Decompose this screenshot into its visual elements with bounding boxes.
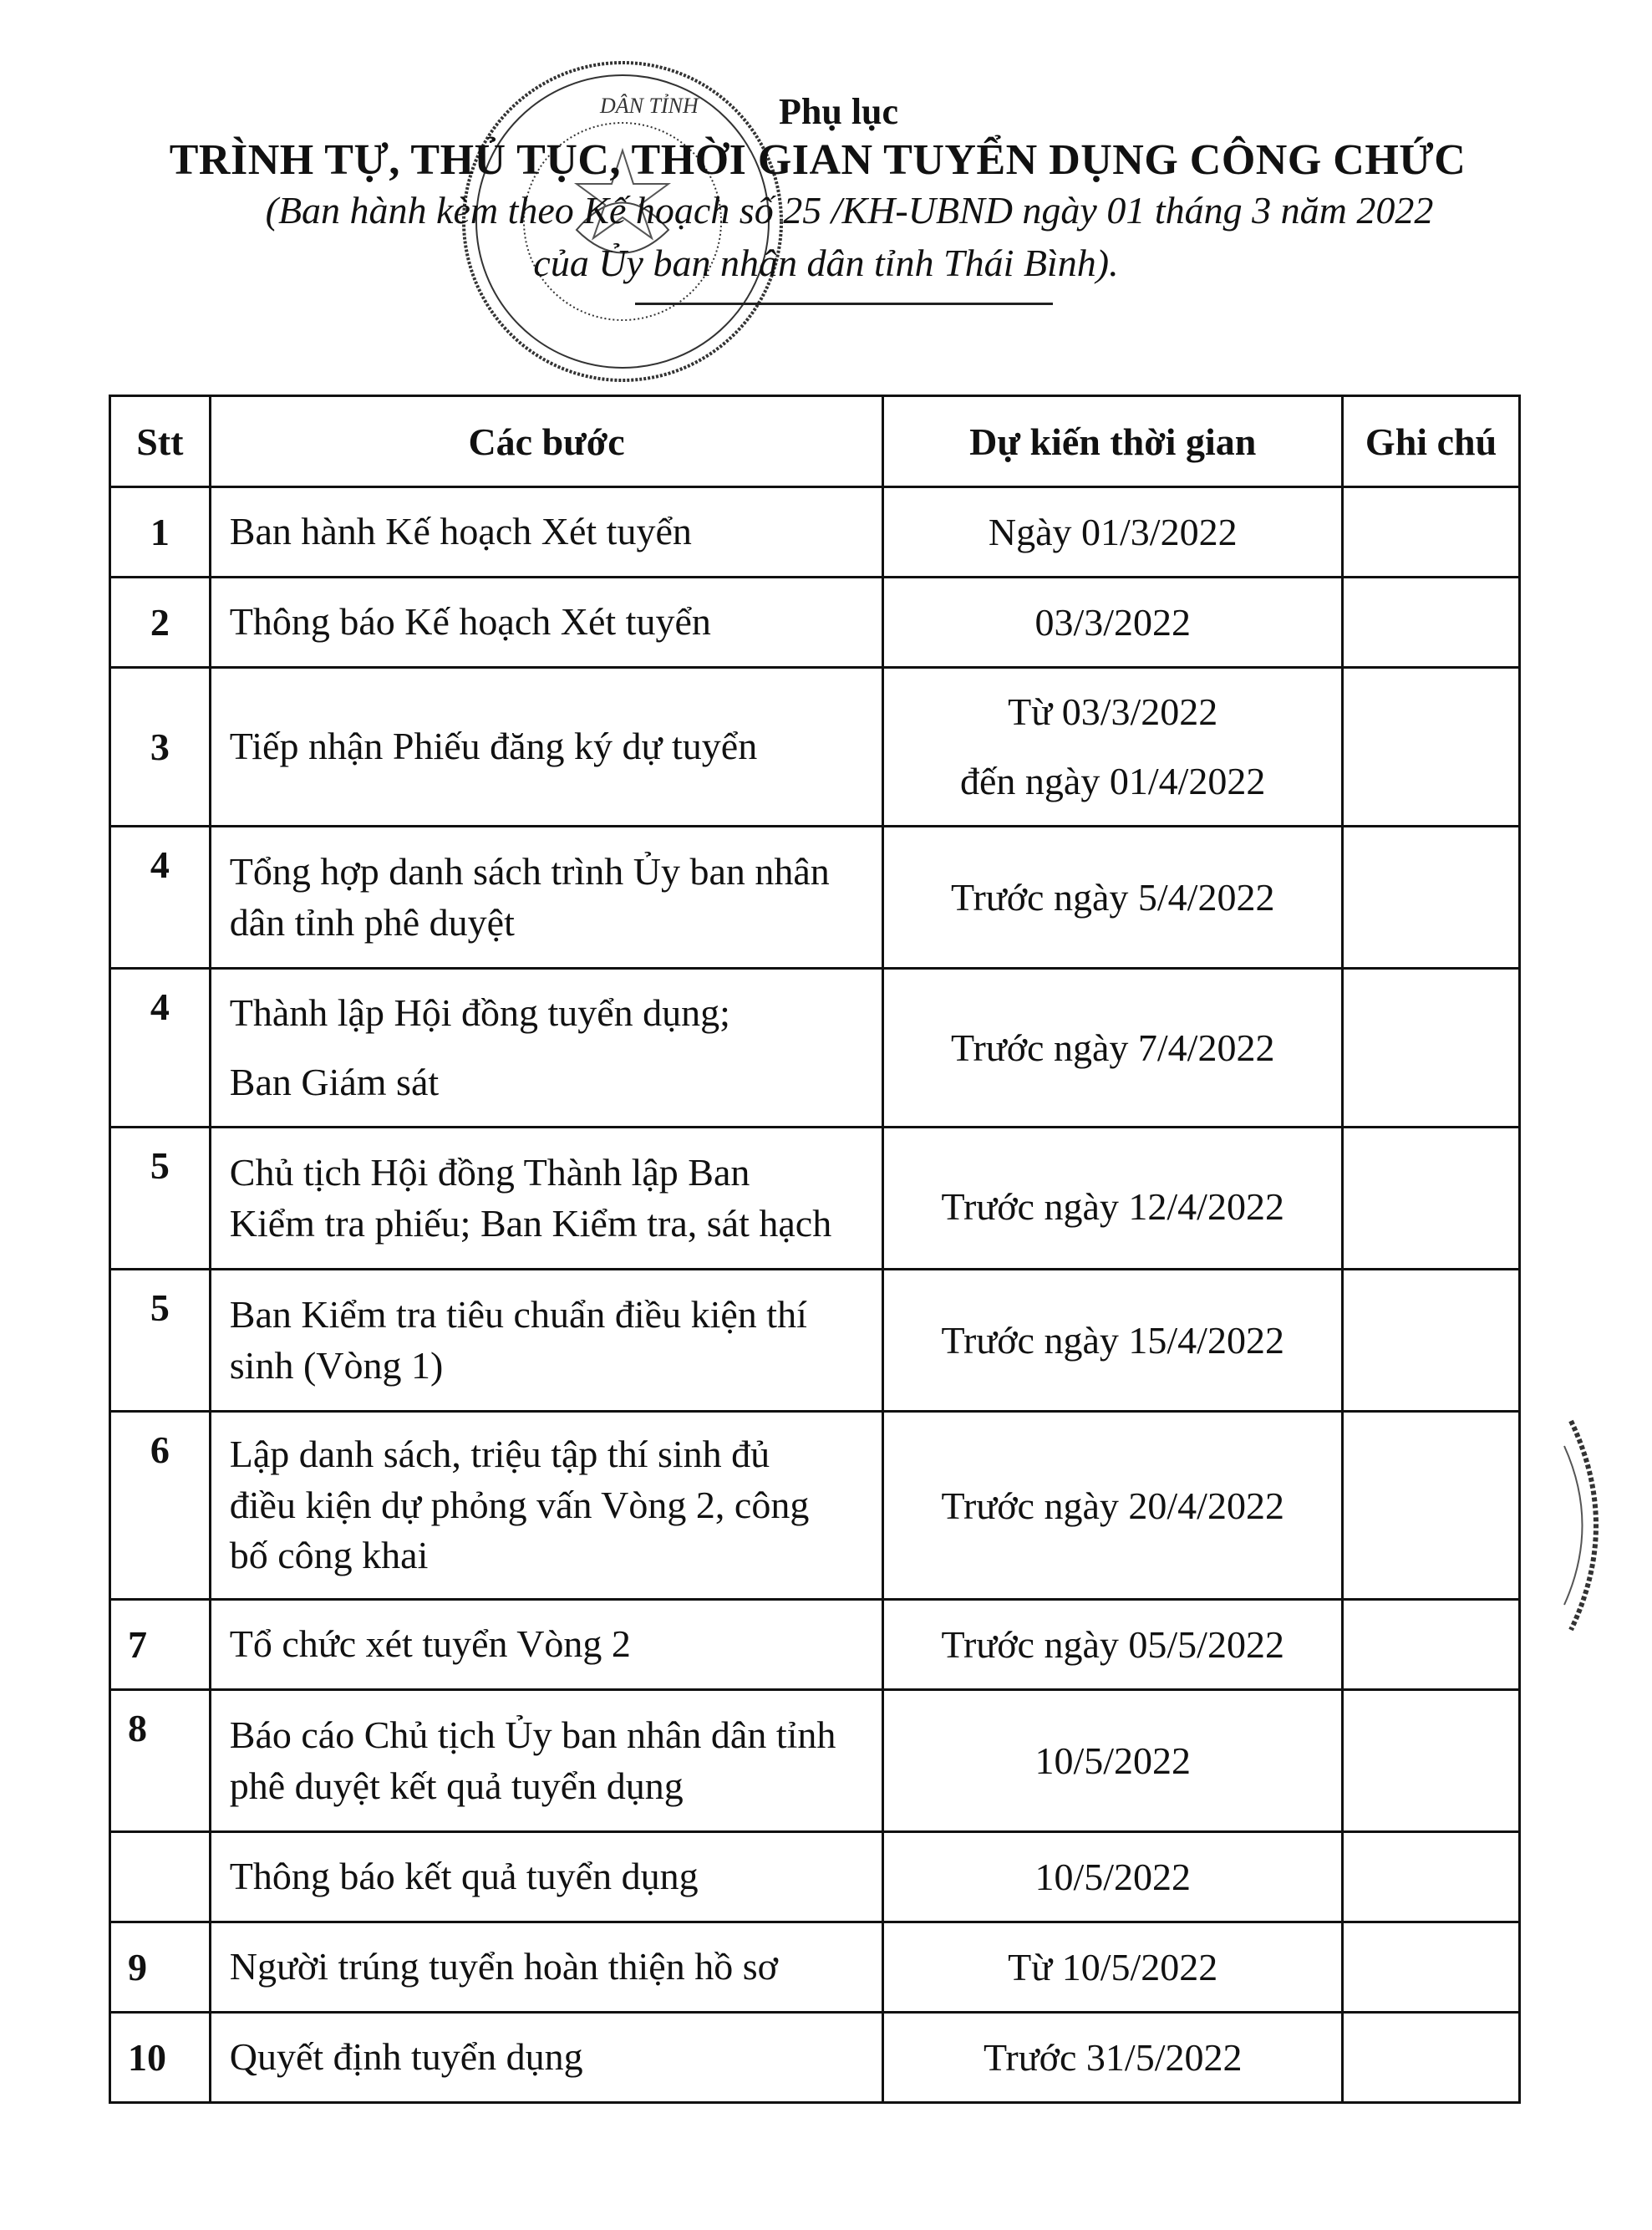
row-note xyxy=(1343,668,1520,827)
row-stt: 2 xyxy=(110,578,211,668)
row-step-line1: Báo cáo Chủ tịch Ủy ban nhân dân tỉnh xyxy=(229,1713,836,1756)
row-step: Người trúng tuyển hoàn thiện hồ sơ xyxy=(210,1922,883,2013)
table-row xyxy=(110,668,1520,827)
row-step xyxy=(210,1128,883,1270)
row-step-line3: bố công khai xyxy=(229,1534,429,1577)
edge-seal-stamp xyxy=(1563,1413,1621,1638)
row-step-line1: Tổng hợp danh sách trình Ủy ban nhân xyxy=(229,849,830,893)
subtitle-underline xyxy=(635,303,1053,305)
row-note xyxy=(1343,1600,1520,1690)
table-row xyxy=(110,2013,1520,2103)
recruitment-schedule-table xyxy=(109,395,1521,2104)
row-stt xyxy=(110,1832,211,1922)
table-row xyxy=(110,969,1520,1128)
row-time: 10/5/2022 xyxy=(883,1832,1343,1922)
row-note xyxy=(1343,578,1520,668)
row-step-line2: điều kiện dự phỏng vấn Vòng 2, công xyxy=(229,1483,810,1526)
row-note xyxy=(1343,487,1520,578)
row-time-line2: đến ngày 01/4/2022 xyxy=(960,759,1266,802)
row-note xyxy=(1343,827,1520,969)
row-note xyxy=(1343,1412,1520,1600)
row-step xyxy=(210,1690,883,1832)
table-row xyxy=(110,1412,1520,1600)
row-time: Trước ngày 15/4/2022 xyxy=(883,1270,1343,1412)
table-row xyxy=(110,1600,1520,1690)
row-stt: 1 xyxy=(110,487,211,578)
row-step-line1: Ban Kiểm tra tiêu chuẩn điều kiện thí xyxy=(229,1292,807,1336)
row-step-line2: dân tỉnh phê duyệt xyxy=(229,900,515,944)
table-row xyxy=(110,827,1520,969)
row-stt: 3 xyxy=(110,668,211,827)
row-time xyxy=(883,668,1343,827)
row-step xyxy=(210,1412,883,1600)
row-note xyxy=(1343,1832,1520,1922)
appendix-label: Phụ lục xyxy=(779,91,899,132)
row-note xyxy=(1343,2013,1520,2103)
header-time: Dự kiến thời gian xyxy=(883,396,1343,487)
row-note xyxy=(1343,1128,1520,1270)
row-time: Trước ngày 7/4/2022 xyxy=(883,969,1343,1128)
row-time: 03/3/2022 xyxy=(883,578,1343,668)
row-time: Trước 31/5/2022 xyxy=(883,2013,1343,2103)
document-title: TRÌNH TỰ, THỦ TỤC, THỜI GIAN TUYỂN DỤNG CÔNG CHỨC xyxy=(169,136,1466,184)
row-note xyxy=(1343,1690,1520,1832)
row-note xyxy=(1343,1270,1520,1412)
row-stt: 8 xyxy=(110,1690,211,1832)
table-row xyxy=(110,1128,1520,1270)
row-step: Quyết định tuyển dụng xyxy=(210,2013,883,2103)
row-time-line1: Từ 03/3/2022 xyxy=(1008,690,1218,733)
row-time: Trước ngày 12/4/2022 xyxy=(883,1128,1343,1270)
row-step-line1: Thành lập Hội đồng tuyển dụng; xyxy=(229,990,730,1034)
row-time: Trước ngày 05/5/2022 xyxy=(883,1600,1343,1690)
row-stt: 9 xyxy=(110,1922,211,2013)
row-step: Tiếp nhận Phiếu đăng ký dự tuyển xyxy=(210,668,883,827)
row-stt: 5 xyxy=(110,1128,211,1270)
row-stt: 7 xyxy=(110,1600,211,1690)
table-row xyxy=(110,1922,1520,2013)
row-step xyxy=(210,969,883,1128)
row-step xyxy=(210,827,883,969)
row-time: Trước ngày 5/4/2022 xyxy=(883,827,1343,969)
table-row xyxy=(110,487,1520,578)
header-steps: Các bước xyxy=(210,396,883,487)
row-step: Thông báo kết quả tuyển dụng xyxy=(210,1832,883,1922)
row-step-line2: phê duyệt kết quả tuyển dụng xyxy=(229,1764,684,1807)
row-step: Tổ chức xét tuyển Vòng 2 xyxy=(210,1600,883,1690)
header-stt: Stt xyxy=(110,396,211,487)
row-step: Ban hành Kế hoạch Xét tuyển xyxy=(210,487,883,578)
row-step-line2: Ban Giám sát xyxy=(229,1060,440,1103)
row-step-line1: Chủ tịch Hội đồng Thành lập Ban xyxy=(229,1150,750,1194)
row-time: Từ 10/5/2022 xyxy=(883,1922,1343,2013)
table-row xyxy=(110,578,1520,668)
svg-text:DÂN TỈNH: DÂN TỈNH xyxy=(600,94,699,118)
header-note: Ghi chú xyxy=(1343,396,1520,487)
row-time: 10/5/2022 xyxy=(883,1690,1343,1832)
row-step-line2: Kiểm tra phiếu; Ban Kiểm tra, sát hạch xyxy=(229,1201,832,1245)
table-row xyxy=(110,1690,1520,1832)
row-stt: 4 xyxy=(110,969,211,1128)
row-stt: 4 xyxy=(110,827,211,969)
table-row xyxy=(110,1832,1520,1922)
document-subtitle-line2: của Ủy ban nhân dân tỉnh Thái Bình). xyxy=(533,242,1119,284)
row-stt: 6 xyxy=(110,1412,211,1600)
table-header-row xyxy=(110,396,1520,487)
row-step xyxy=(210,1270,883,1412)
row-step: Thông báo Kế hoạch Xét tuyển xyxy=(210,578,883,668)
row-note xyxy=(1343,969,1520,1128)
row-time: Ngày 01/3/2022 xyxy=(883,487,1343,578)
row-stt: 10 xyxy=(110,2013,211,2103)
document-subtitle-line1: (Ban hành kèm theo Kế hoạch số 25 /KH-UBND ngày 01 tháng 3 năm 2022 xyxy=(265,189,1434,232)
row-note xyxy=(1343,1922,1520,2013)
row-step-line1: Lập danh sách, triệu tập thí sinh đủ xyxy=(229,1432,770,1475)
table-row xyxy=(110,1270,1520,1412)
row-time: Trước ngày 20/4/2022 xyxy=(883,1412,1343,1600)
row-stt: 5 xyxy=(110,1270,211,1412)
row-step-line2: sinh (Vòng 1) xyxy=(229,1343,444,1387)
